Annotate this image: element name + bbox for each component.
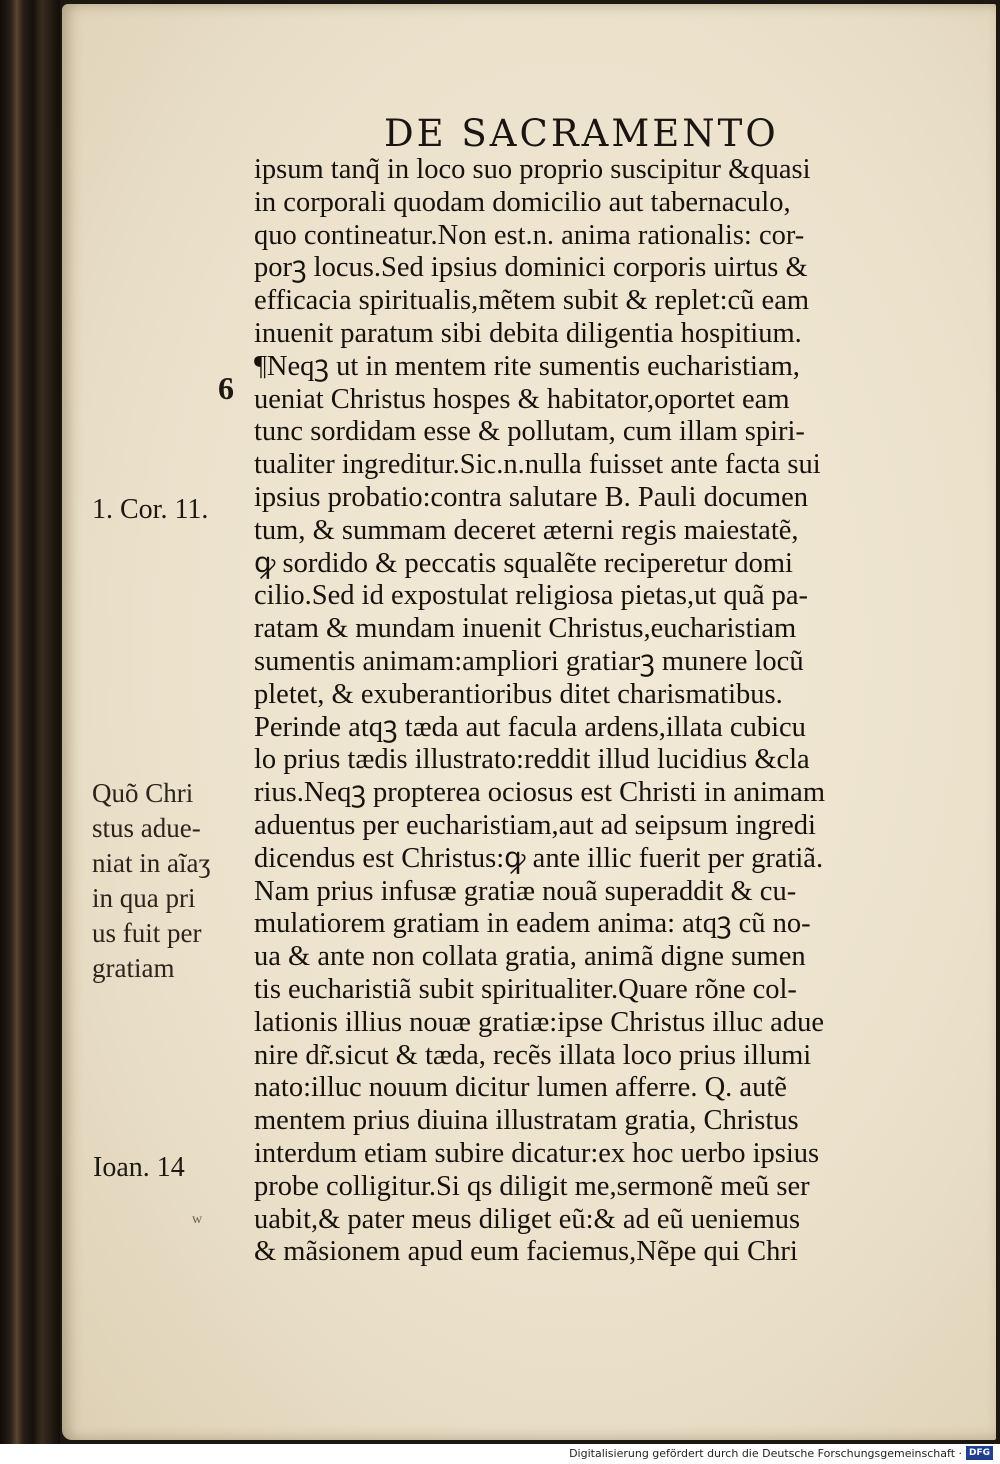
text-line: efficacia spiritualis,mẽtem subit & replet:cũ eam xyxy=(254,285,810,317)
text-line: tualiter ingreditur.Sic.n.nulla fuisset ante facta sui xyxy=(254,449,821,481)
text-line: ipsius probatio:contra salutare B. Pauli documen xyxy=(254,481,809,513)
running-head: DE SACRAMENTO xyxy=(384,112,779,155)
text-line: porꝫ locus.Sed ipsius dominici corporis uirtus & xyxy=(254,252,808,284)
margin-note-line: us fuit per xyxy=(92,918,202,948)
text-line: ratam & mundam inuenit Christus,eucharistiam xyxy=(254,613,797,645)
margin-reference-ioan: Ioan. 14 xyxy=(93,1152,185,1183)
footer-bar xyxy=(0,1444,1000,1464)
text-line: interdum etiam subire dicatur:ex hoc uerbo ipsius xyxy=(254,1137,820,1169)
text-line: lo prius tædis illustrato:reddit illud lucidius &cla xyxy=(254,744,810,776)
dfg-logo-icon: DFG xyxy=(966,1446,993,1460)
text-line: mulatiorem gratiam in eadem anima: atqꝫ cũ no- xyxy=(254,908,811,940)
margin-reference-corinthians: 1. Cor. 11. xyxy=(92,494,209,525)
margin-note xyxy=(92,776,210,986)
text-line: uabit,& pater meus diliget eũ:& ad eũ ueniemus xyxy=(254,1203,801,1235)
text-line: quo contineatur.Non est.n. anima rationalis: cor- xyxy=(254,219,805,251)
text-line: ¶Neqꝫ ut in mentem rite sumentis eucharistiam, xyxy=(254,350,800,382)
margin-note-line: niat in aĩaʒ xyxy=(92,848,211,878)
text-line: mentem prius diuina illustratam gratia, Christus xyxy=(254,1105,799,1137)
footer-credit: Digitalisierung gefördert durch die Deutsche Forschungsgemeinschaft · xyxy=(569,1447,962,1460)
text-line: aduentus per eucharistiam,aut ad seipsum ingredi xyxy=(254,809,816,841)
margin-section-number: 6 xyxy=(218,370,234,406)
text-line: tis eucharistiã subit spiritualiter.Quare rõne col- xyxy=(254,973,797,1005)
text-line: inuenit paratum sibi debita diligentia hospitium. xyxy=(254,317,802,349)
text-line: & mãsionem apud eum faciemus,Nẽpe qui Chri xyxy=(254,1236,798,1268)
book-spine xyxy=(0,0,60,1444)
text-line: ua & ante non collata gratia, animã digne sumen xyxy=(254,941,806,973)
margin-note-line: gratiam xyxy=(92,953,175,983)
text-line: dicendus est Christus:ꝙ ante illic fuerit per gratiã. xyxy=(254,842,824,874)
text-line: in corporali quodam domicilio aut tabernaculo, xyxy=(254,186,791,218)
text-line: Perinde atqꝫ tæda aut facula ardens,illata cubicu xyxy=(254,711,806,743)
text-line: rius.Neqꝫ propterea ociosus est Christi in animam xyxy=(254,777,825,809)
text-line: nire dr̃.sicut & tæda, recẽs illata loco prius illumi xyxy=(254,1039,812,1071)
text-line: probe colligitur.Si qs diligit me,sermonẽ meũ ser xyxy=(254,1170,810,1202)
margin-note-line: Quõ Chri xyxy=(92,778,194,808)
text-line: ipsum tanq̃ in loco suo proprio suscipitur &quasi xyxy=(254,154,811,185)
text-line: cilio.Sed id expostulat religiosa pietas,ut quã pa- xyxy=(254,580,809,612)
text-line: Nam prius infusæ gratiæ nouã superaddit & cu- xyxy=(254,875,797,907)
text-line: ueniat Christus hospes & habitator,oportet eam xyxy=(254,383,790,415)
margin-note-line: stus adue- xyxy=(92,813,201,843)
text-line: sumentis animam:ampliori gratiarꝫ munere locũ xyxy=(254,645,804,677)
text-line: lationis illius nouæ gratiæ:ipse Christus illuc adue xyxy=(254,1006,824,1038)
margin-mark: w xyxy=(192,1212,203,1227)
text-line: ꝙ sordido & peccatis squalẽte reciperetur domi xyxy=(254,547,793,579)
text-line: nato:illuc nouum dicitur lumen afferre. Q. autẽ xyxy=(254,1072,787,1104)
text-line: tunc sordidam esse & pollutam, cum illam spiri- xyxy=(254,416,805,448)
main-text-block xyxy=(254,154,934,1269)
text-line: tum, & summam deceret æterni regis maiestatẽ, xyxy=(254,514,799,546)
text-line: pletet, & exuberantioribus ditet charismatibus. xyxy=(254,678,783,710)
margin-note-line: in qua pri xyxy=(92,883,196,913)
